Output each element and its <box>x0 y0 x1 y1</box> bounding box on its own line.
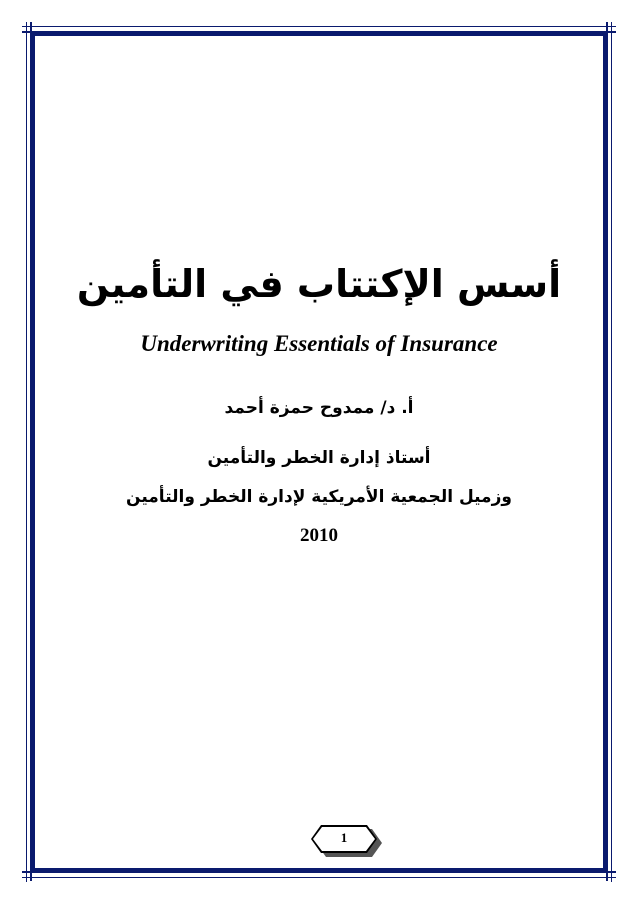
corner-tr-tick2 <box>606 22 608 35</box>
corner-br-tick <box>603 871 616 873</box>
author-position-2: وزميل الجمعية الأمريكية لإدارة الخطر والتأمين <box>126 487 512 507</box>
author-position-1: أستاذ إدارة الخطر والتأمين <box>207 448 431 468</box>
frame-top <box>30 31 608 36</box>
frame-bottom <box>30 868 608 873</box>
corner-tl-tick2 <box>30 22 32 35</box>
author-name: أ. د/ ممدوح حمزة أحمد <box>224 398 414 418</box>
corner-tr-tick <box>603 31 616 33</box>
corner-tl-tick <box>22 31 35 33</box>
corner-bl-tick2 <box>30 868 32 881</box>
corner-bl-tick <box>22 871 35 873</box>
arabic-title: أسس الإكتتاب في التأمين <box>76 262 562 306</box>
page-number-box <box>311 825 383 858</box>
frame-top-thin <box>22 26 616 27</box>
english-title: Underwriting Essentials of Insurance <box>140 331 498 356</box>
frame-bottom-thin <box>22 877 616 878</box>
publication-year: 2010 <box>300 525 338 546</box>
corner-br-tick2 <box>606 868 608 881</box>
page-number: 1 <box>340 830 348 845</box>
